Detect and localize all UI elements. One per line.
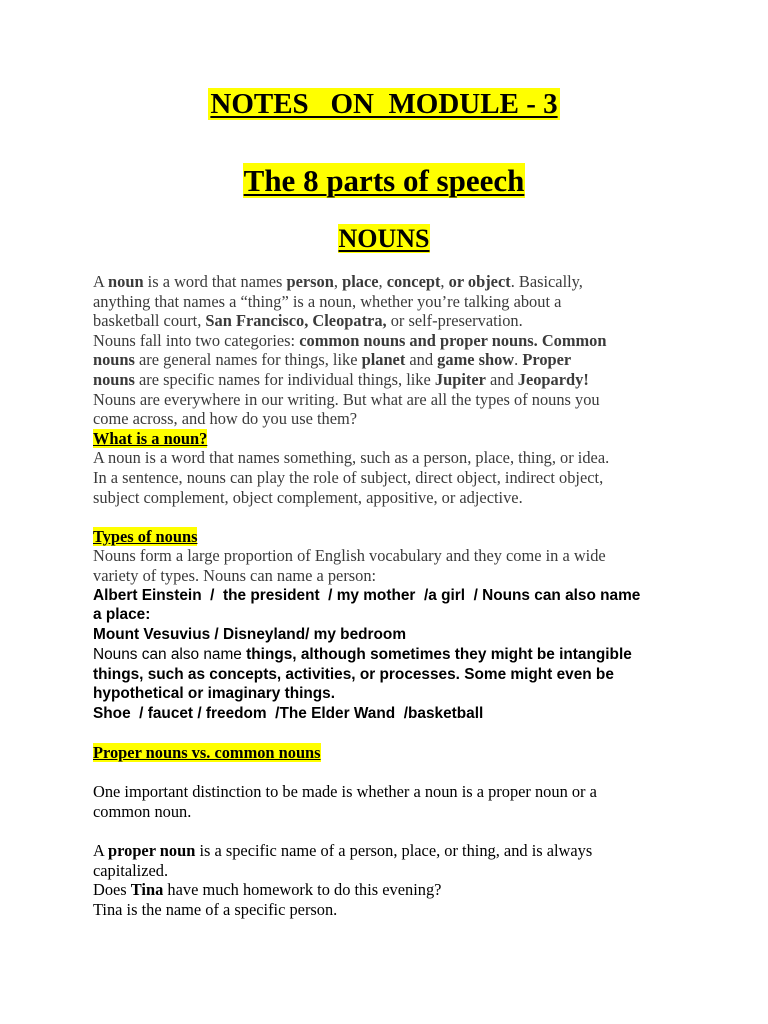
document-subtitle: The 8 parts of speech: [243, 163, 525, 198]
text-line: nouns are specific names for individual things, like Jupiter and Jeopardy!: [93, 369, 589, 389]
text-line: Does Tina have much homework to do this evening?: [93, 880, 442, 900]
example-line: Mount Vesuvius / Disneyland/ my bedroom: [93, 625, 407, 643]
proper-vs-common-heading: Proper nouns vs. common nouns: [93, 743, 321, 763]
proper-vs-common-paragraph-2: [93, 841, 683, 919]
text-line: Nouns fall into two categories: common nouns and proper nouns. Common: [93, 330, 607, 350]
text-line: One important distinction to be made is whether a noun is a proper noun or a: [93, 782, 597, 802]
types-of-nouns-heading: Types of nouns: [93, 526, 198, 546]
spacer: [93, 507, 683, 527]
text-line: nouns are general names for things, like planet and game show. Proper: [93, 350, 572, 370]
text-line: anything that names a “thing” is a noun, whether you’re talking about a: [93, 291, 562, 311]
section-title: NOUNS: [338, 224, 430, 253]
document-body: [93, 272, 683, 920]
text-line: A noun is a word that names person, place, concept, or object. Basically,: [93, 272, 583, 291]
what-is-noun-paragraph: [93, 448, 683, 507]
text-line: variety of types. Nouns can name a person:: [93, 565, 377, 585]
text-line: come across, and how do you use them?: [93, 409, 358, 429]
text-line: capitalized.: [93, 860, 169, 880]
types-of-nouns-paragraph: [93, 546, 683, 723]
example-line: Albert Einstein / the president / my mother /a girl / Nouns can also name: [93, 586, 641, 604]
text-line: Nouns can also name things, although sometimes they might be intangible: [93, 646, 632, 664]
document-title: NOTES ON MODULE - 3: [210, 88, 558, 120]
text-line: common noun.: [93, 802, 192, 822]
spacer: [93, 822, 683, 842]
example-line: Shoe / faucet / freedom /The Elder Wand /basketball: [93, 705, 484, 723]
example-line: a place:: [93, 606, 151, 624]
text-line: subject complement, object complement, appositive, or adjective.: [93, 487, 523, 507]
text-line: Tina is the name of a specific person.: [93, 900, 338, 919]
spacer: [93, 724, 683, 744]
text-line: Nouns are everywhere in our writing. But what are all the types of nouns you: [93, 389, 600, 409]
example-line: things, such as concepts, activities, or processes. Some might even be: [93, 665, 614, 683]
text-line: A noun is a word that names something, such as a person, place, thing, or idea.: [93, 448, 610, 468]
intro-paragraph: [93, 272, 683, 429]
text-line: In a sentence, nouns can play the role of subject, direct object, indirect object,: [93, 467, 604, 487]
text-line: A proper noun is a specific name of a person, place, or thing, and is always: [93, 841, 593, 861]
text-line: Nouns form a large proportion of English vocabulary and they come in a wide: [93, 546, 606, 566]
spacer: [93, 763, 683, 783]
example-line: hypothetical or imaginary things.: [93, 685, 336, 703]
text-line: basketball court, San Francisco, Cleopatra, or self-preservation.: [93, 311, 523, 331]
proper-vs-common-paragraph-1: [93, 782, 683, 821]
what-is-noun-heading: What is a noun?: [93, 428, 208, 448]
